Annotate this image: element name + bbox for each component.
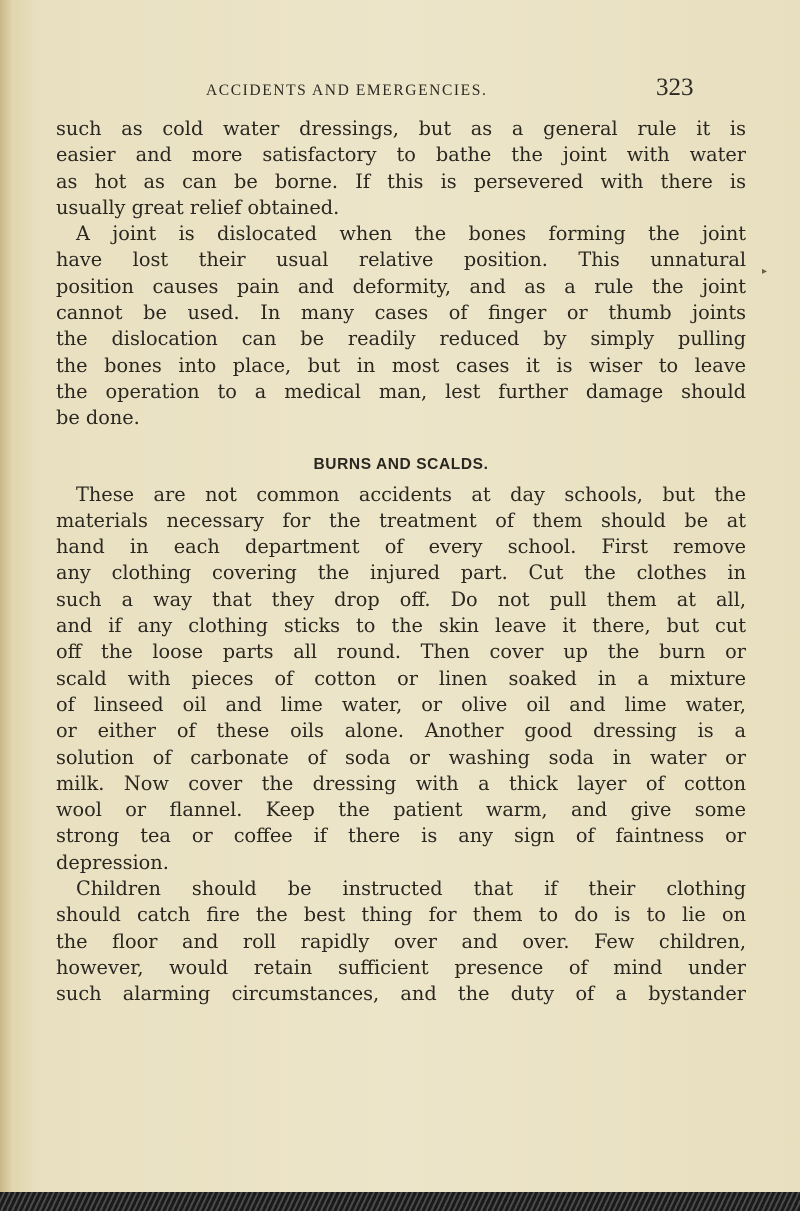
text-line: such a way that they drop off. Do not pull them at all, [56, 587, 746, 611]
text-line: usually great relief obtained. [56, 195, 340, 219]
text-line: depression. [56, 850, 169, 874]
text-line: hand in each department of every school. First remove [56, 535, 746, 559]
text-line: wool or flannel. Keep the patient warm, and give some [56, 798, 746, 822]
text-line: however, would retain sufficient presence of mind under [56, 955, 746, 979]
body-text [56, 116, 746, 1008]
paragraph [56, 116, 746, 221]
margin-speck: ▸ [762, 266, 768, 277]
section-heading: BURNS AND SCALDS. [313, 455, 489, 473]
text-line: be done. [56, 406, 140, 430]
paragraph [56, 482, 746, 876]
text-line: such alarming circumstances, and the duty of a bystander [56, 982, 746, 1006]
text-line: easier and more satisfactory to bathe the joint with water [56, 143, 746, 167]
text-line: or either of these oils alone. Another good dressing is a [56, 719, 746, 743]
page-gutter-shadow [0, 0, 14, 1211]
text-line: position causes pain and deformity, and as a rule the joint [56, 274, 746, 298]
text-line: milk. Now cover the dressing with a thick layer of cotton [56, 771, 746, 795]
text-line: should catch fire the best thing for them to do is to lie on [56, 903, 746, 927]
text-line: of linseed oil and lime water, or olive oil and lime water, [56, 692, 746, 716]
paragraph [56, 876, 746, 1007]
page-number: 323 [656, 74, 694, 101]
text-line: solution of carbonate of soda or washing soda in water or [56, 745, 746, 769]
text-line: the floor and roll rapidly over and over. Few children, [56, 929, 746, 953]
text-line: have lost their usual relative position. This unnatural [56, 248, 746, 272]
running-title: ACCIDENTS AND EMERGENCIES. [206, 82, 488, 99]
text-line: scald with pieces of cotton or linen soaked in a mixture [56, 666, 746, 690]
text-line: the operation to a medical man, lest further damage should [56, 379, 746, 403]
text-line: as hot as can be borne. If this is persevered with there is [56, 169, 746, 193]
text-line: strong tea or coffee if there is any sign of faintness or [56, 824, 746, 848]
text-line: materials necessary for the treatment of them should be at [56, 508, 746, 532]
text-line: such as cold water dressings, but as a general rule it is [56, 117, 746, 140]
text-line: These are not common accidents at day schools, but the [76, 482, 746, 506]
text-line: cannot be used. In many cases of finger or thumb joints [56, 301, 746, 325]
text-line: A joint is dislocated when the bones forming the joint [76, 222, 746, 246]
running-head [0, 74, 800, 110]
text-line: the bones into place, but in most cases it is wiser to leave [56, 353, 746, 377]
text-line: any clothing covering the injured part. Cut the clothes in [56, 561, 746, 585]
text-line: the dislocation can be readily reduced by simply pulling [56, 327, 746, 351]
scan-edge-band [0, 1192, 800, 1211]
text-line: and if any clothing sticks to the skin leave it there, but cut [56, 614, 746, 638]
text-line: off the loose parts all round. Then cover up the burn or [56, 640, 746, 664]
paragraph [56, 221, 746, 431]
text-line: Children should be instructed that if their clothing [76, 877, 746, 901]
